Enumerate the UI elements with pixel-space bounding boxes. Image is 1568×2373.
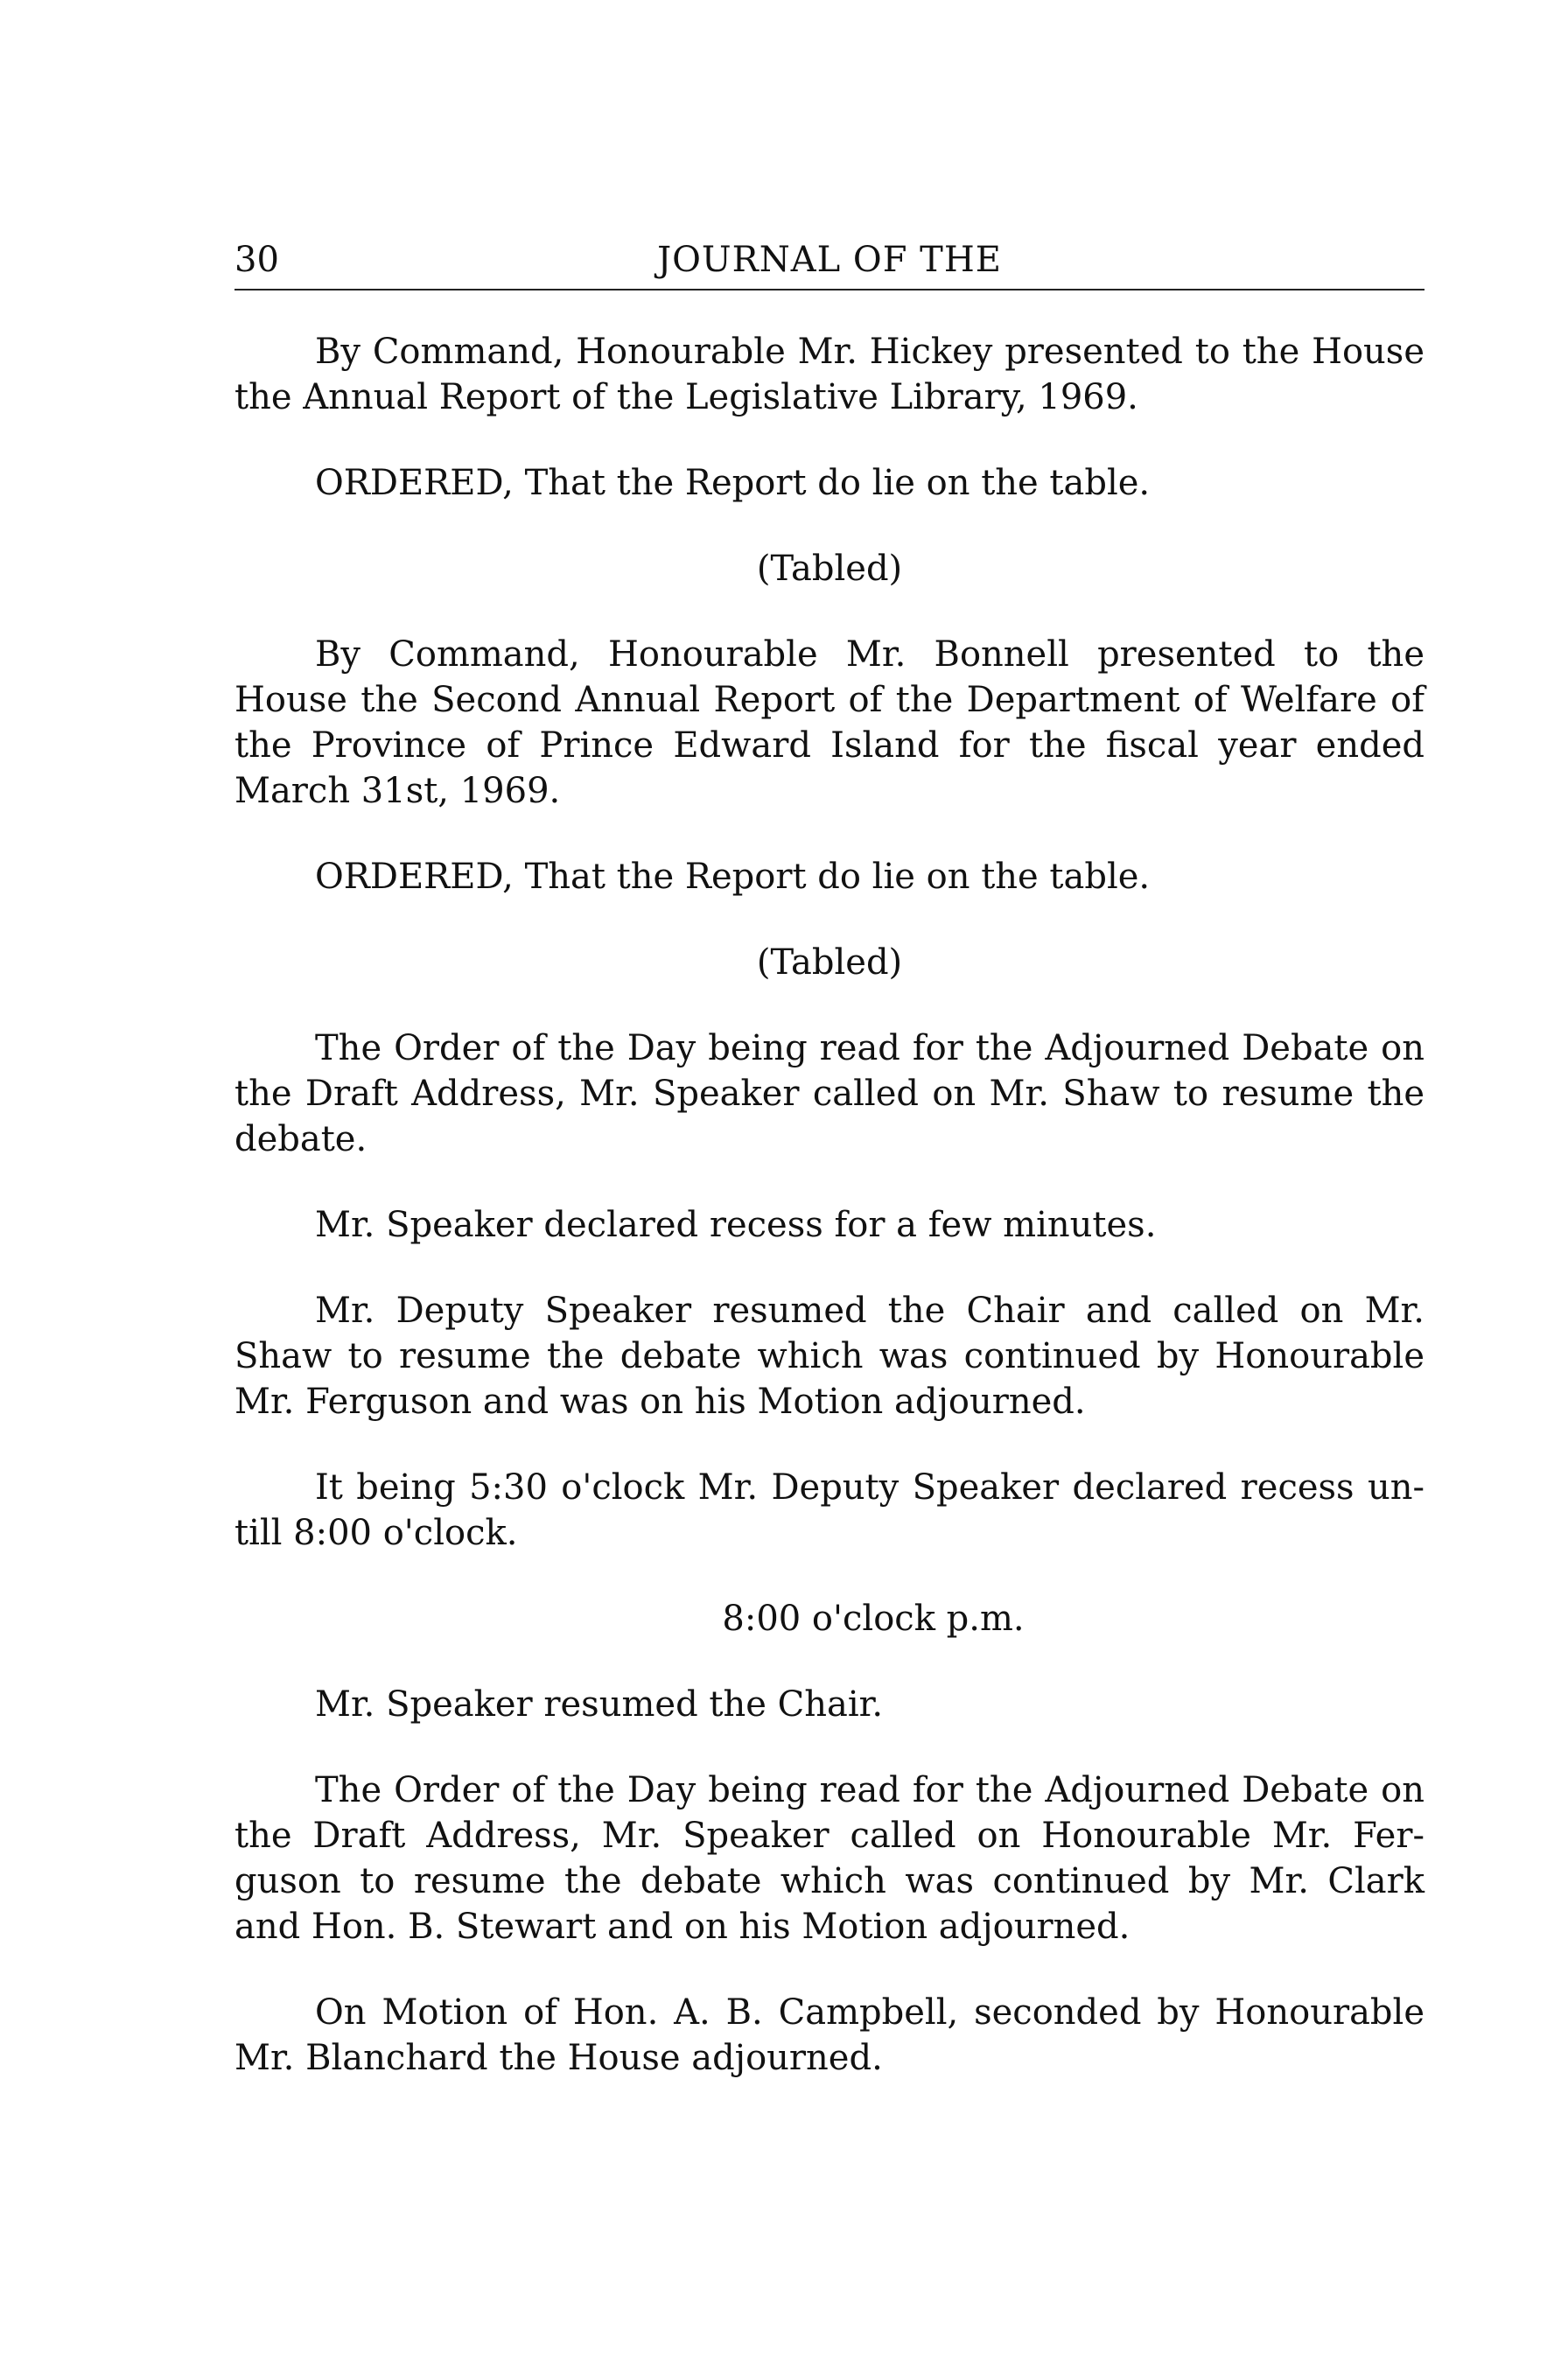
journal-title: JOURNAL OF THE [657, 240, 1002, 280]
journal-page [234, 234, 1424, 2081]
page-number: 30 [234, 240, 279, 280]
paragraph-welfare-order: ORDERED, That the Report do lie on the table. [315, 857, 1151, 897]
paragraph-speaker-resumed: Mr. Speaker resumed the Chair. [315, 1684, 884, 1725]
paragraph-deputy-speaker-chair: Mr. Deputy Speaker resumed the Chair and called on Mr. Shaw to resume the debate which was continued by Honourable Mr. Ferguson and was on his Motion adjourned. [234, 1291, 1424, 1422]
tabled-note-welfare: (Tabled) [756, 942, 903, 983]
paragraph-recess-minutes: Mr. Speaker declared recess for a few minutes. [315, 1205, 1157, 1245]
paragraph-house-adjourned: On Motion of Hon. A. B. Campbell, seconded by Honourable Mr. Blanchard the House adjourned. [234, 1992, 1424, 2078]
header-rule [234, 289, 1424, 290]
journal-body [234, 329, 1424, 2081]
paragraph-library-order: ORDERED, That the Report do lie on the table. [315, 463, 1151, 503]
paragraph-adjourned-debate-ferguson: The Order of the Day being read for the Adjourned Debate on the Draft Address, Mr. Speaker called on Honourable Mr. Ferguson to resume the debate which was continued by Mr. Clark and Hon. B. Stewart and on his Motion adjourned. [234, 1770, 1424, 1947]
tabled-note-library: (Tabled) [756, 549, 903, 589]
time-heading: 8:00 o'clock p.m. [722, 1599, 1025, 1639]
running-header [234, 234, 1424, 285]
paragraph-library-report: By Command, Honourable Mr. Hickey presented to the House the Annual Report of the Legislative Library, 1969. [234, 332, 1424, 417]
paragraph-welfare-report: By Command, Honourable Mr. Bonnell presented to the House the Second Annual Report of the Department of Welfare of the Province of Prince Edward Island for the fiscal year ended March 31st, 1969. [234, 634, 1424, 811]
paragraph-evening-recess: It being 5:30 o'clock Mr. Deputy Speaker declared recess untill 8:00 o'clock. [234, 1467, 1424, 1553]
paragraph-adjourned-debate-shaw: The Order of the Day being read for the Adjourned Debate on the Draft Address, Mr. Speaker called on Mr. Shaw to resume the debate. [234, 1028, 1424, 1159]
